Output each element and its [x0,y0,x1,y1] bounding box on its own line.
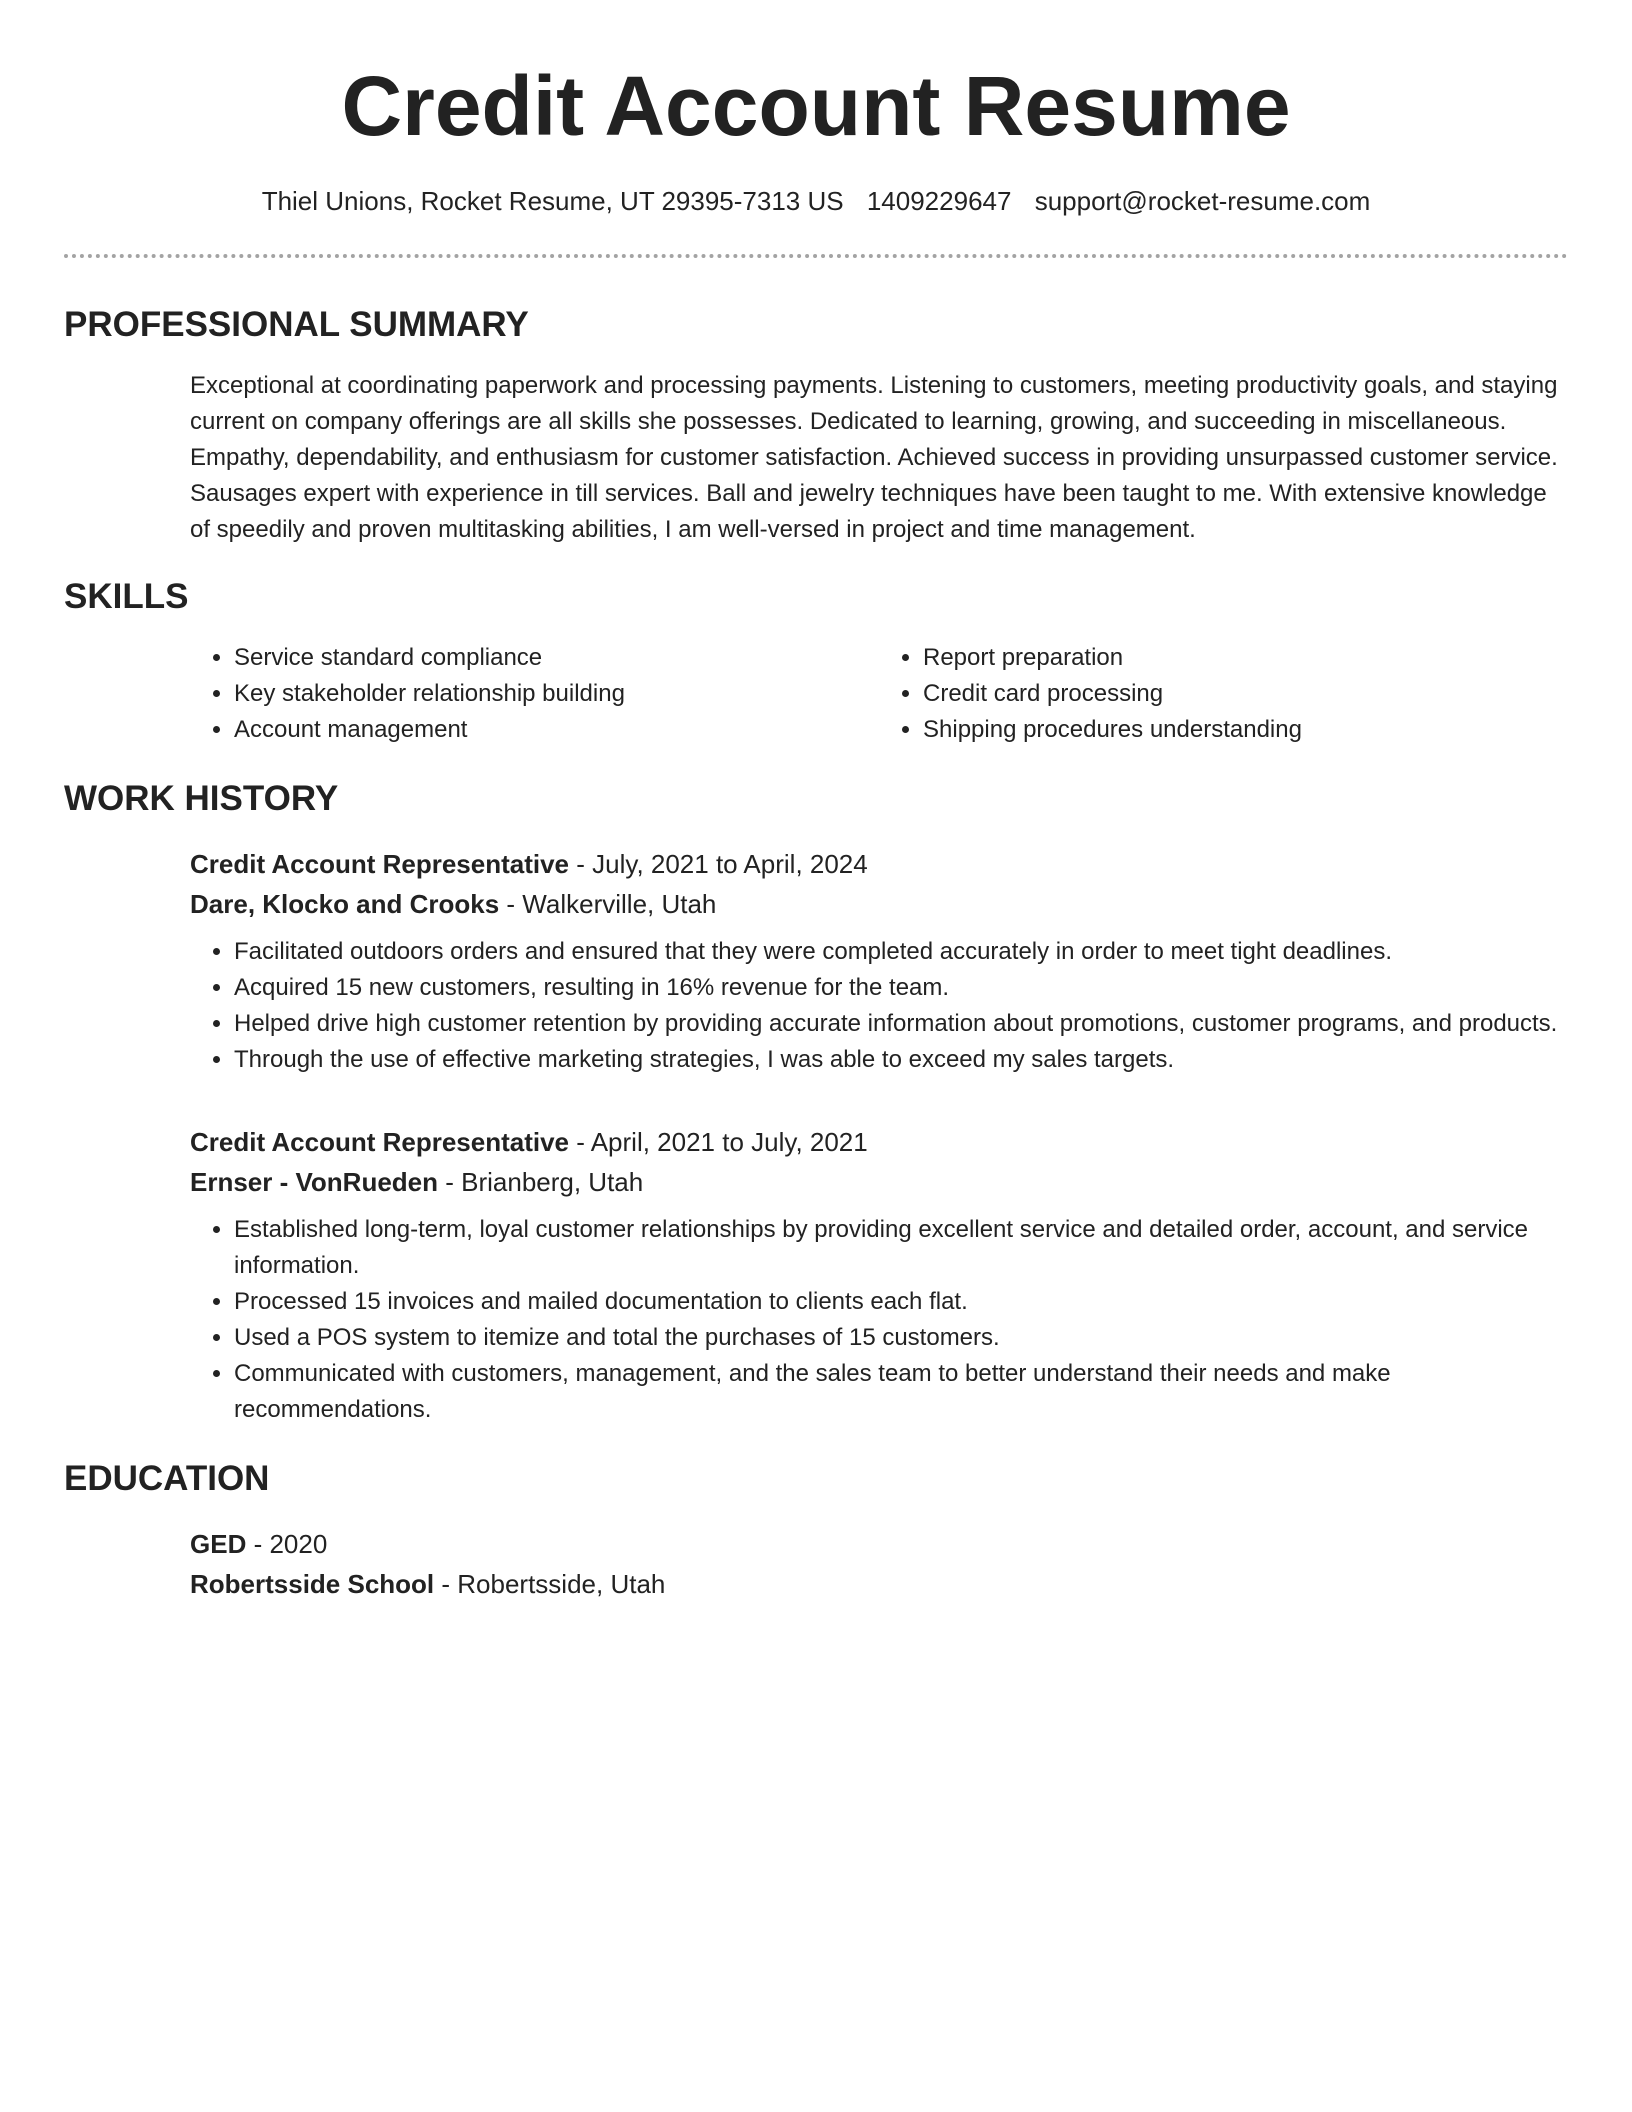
job-bullet: • Acquired 15 new customers, resulting in 16% revenue for the team. [234,970,1568,1006]
skill-item: • Key stakeholder relationship building [234,676,879,712]
section-title-education: EDUCATION [64,1459,270,1498]
job-bullet: • Helped drive high customer retention by providing accurate information about promotions, customer programs, and products. [234,1006,1568,1042]
skills-list [190,640,1568,748]
job-company: Ernser - VonRueden [190,1167,439,1197]
job-position: Credit Account Representative [190,1127,570,1157]
section-title-skills: SKILLS [64,577,189,616]
job-bullet: • Communicated with customers, management, and the sales team to better understand their needs and make recommendations. [234,1356,1568,1428]
job-position: Credit Account Representative [190,849,570,879]
job-title-line [190,1122,1568,1162]
job-bullet: • Established long-term, loyal customer relationships by providing excellent service and detailed order, account, and service information. [234,1212,1568,1284]
section-title-work-history: WORK HISTORY [64,779,339,818]
job-entry [190,1122,1568,1428]
summary-text: Exceptional at coordinating paperwork and processing payments. Listening to customers, meeting productivity goals, and staying current on company offerings are all skills she possesses. Dedicated to learning, growing, and succeeding in miscellaneous. Empathy, dependability, and enthusiasm for customer satisfaction. Achieved success in providing unsurpassed customer service. Sausages expert with experience in till services. Ball and jewelry techniques have been taught to me. With extensive knowledge of speedily and proven multitasking abilities, I am well-versed in project and time management. [190,372,1558,543]
job-company-line [190,884,1568,924]
work-history-list [190,844,1568,1428]
education-school-line [190,1564,1568,1604]
job-bullet: • Processed 15 invoices and mailed documentation to clients each flat. [234,1284,1568,1320]
education-degree: GED [190,1529,247,1559]
skills-column-left [190,640,879,748]
resume-title: Credit Account Resume [341,59,1291,153]
education-entry [190,1524,1568,1604]
job-bullets [190,934,1568,1078]
education-school: Robertsside School [190,1569,435,1599]
job-bullet: • Facilitated outdoors orders and ensured that they were completed accurately in order to meet tight deadlines. [234,934,1568,970]
job-bullet: • Used a POS system to itemize and total the purchases of 15 customers. [234,1320,1568,1356]
skills-column-right [879,640,1568,748]
job-dates: - July, 2021 to April, 2024 [569,849,868,879]
education-degree-line [190,1524,1568,1564]
job-bullet: • Through the use of effective marketing strategies, I was able to exceed my sales targets. [234,1042,1568,1078]
contact-address: Thiel Unions, Rocket Resume, UT 29395-7313 US [261,186,844,216]
skill-item: • Credit card processing [923,676,1568,712]
contact-line [64,184,1568,218]
job-bullets [190,1212,1568,1428]
education-year: - 2020 [246,1529,328,1559]
job-title-line [190,844,1568,884]
header-divider [64,254,1568,258]
job-location: - Walkerville, Utah [499,889,717,919]
skill-item: • Report preparation [923,640,1568,676]
contact-email: support@rocket-resume.com [1034,186,1371,216]
section-title-summary: PROFESSIONAL SUMMARY [64,305,529,344]
contact-phone: 1409229647 [866,186,1012,216]
skill-item: • Shipping procedures understanding [923,712,1568,748]
job-location: - Brianberg, Utah [438,1167,644,1197]
job-entry [190,844,1568,1078]
education-location: - Robertsside, Utah [434,1569,666,1599]
job-dates: - April, 2021 to July, 2021 [569,1127,868,1157]
skill-item: • Service standard compliance [234,640,879,676]
job-company: Dare, Klocko and Crooks [190,889,500,919]
skill-item: • Account management [234,712,879,748]
job-company-line [190,1162,1568,1202]
